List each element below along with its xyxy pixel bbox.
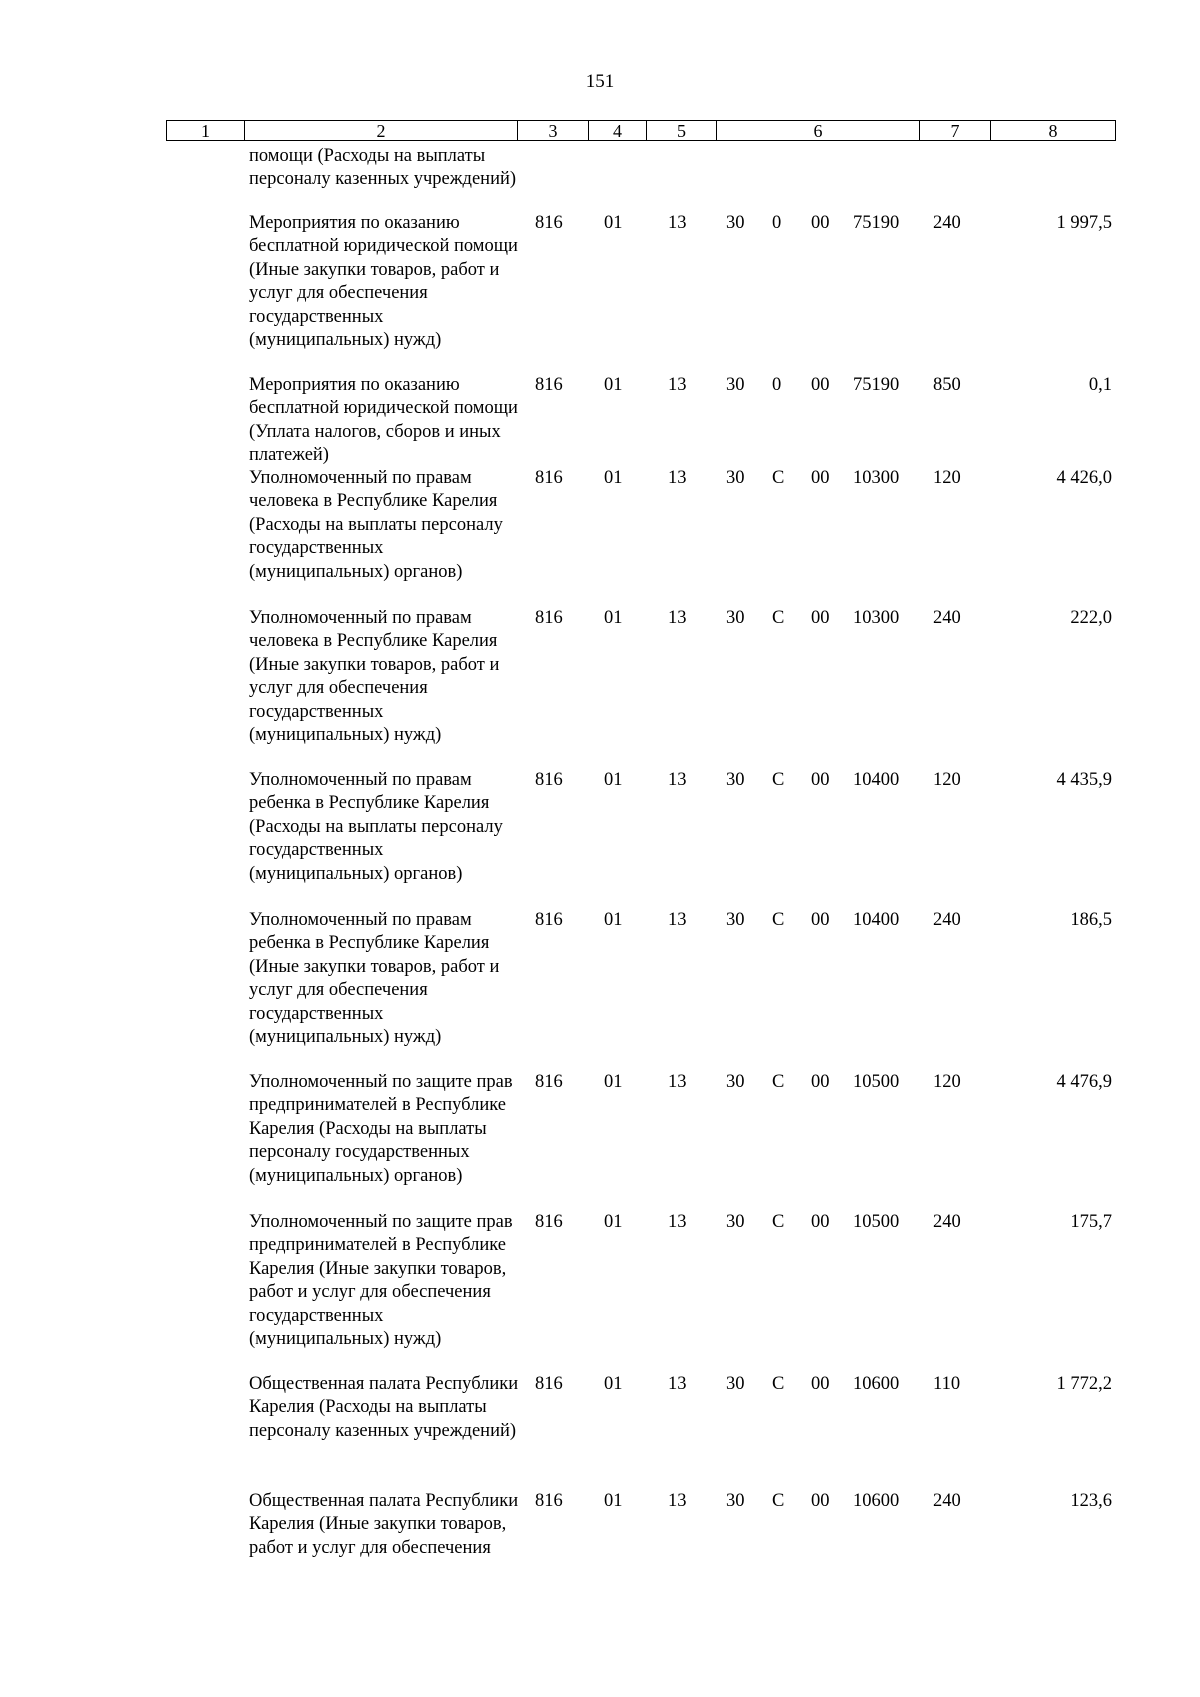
cell-rz: 01 bbox=[604, 1374, 623, 1394]
row-description: Уполномоченный по защите прав предпринимателей в Республике Карелия (Расходы на выплаты персоналу государственных (муниципальных) органов) bbox=[249, 1072, 513, 1186]
cell-t3: 00 bbox=[811, 1491, 830, 1511]
cell-vr: 240 bbox=[933, 213, 961, 233]
cell-pr: 13 bbox=[668, 468, 687, 488]
row-description: Уполномоченный по защите прав предпринимателей в Республике Карелия (Иные закупки товаров, работ и услуг для обеспечения государственных (муниципальных) нужд) bbox=[249, 1212, 513, 1350]
cell-t3: 00 bbox=[811, 213, 830, 233]
cell-t1: 30 bbox=[726, 1491, 745, 1511]
header-col-8: 8 bbox=[990, 121, 1115, 140]
cell-pr: 13 bbox=[668, 1374, 687, 1394]
cell-t4: 75190 bbox=[853, 375, 900, 395]
cell-t3: 00 bbox=[811, 1072, 830, 1092]
cell-t3: 00 bbox=[811, 770, 830, 790]
cell-sum: 0,1 bbox=[1088, 375, 1112, 395]
header-col-4: 4 bbox=[588, 121, 646, 140]
cell-grbs: 816 bbox=[535, 468, 563, 488]
cell-t3: 00 bbox=[811, 1374, 830, 1394]
cell-pr: 13 bbox=[668, 608, 687, 628]
cell-grbs: 816 bbox=[535, 1212, 563, 1232]
cell-rz: 01 bbox=[604, 1212, 623, 1232]
cell-t3: 00 bbox=[811, 608, 830, 628]
cell-pr: 13 bbox=[668, 770, 687, 790]
header-col-7: 7 bbox=[919, 121, 990, 140]
cell-t4: 10600 bbox=[853, 1491, 900, 1511]
cell-t4: 10500 bbox=[853, 1212, 900, 1232]
cell-rz: 01 bbox=[604, 910, 623, 930]
cell-t3: 00 bbox=[811, 375, 830, 395]
cell-sum: 222,0 bbox=[1070, 608, 1112, 628]
cell-t4: 10400 bbox=[853, 770, 900, 790]
cell-t2: С bbox=[772, 910, 785, 930]
cell-grbs: 816 bbox=[535, 1072, 563, 1092]
cell-t2: С bbox=[772, 770, 785, 790]
cell-rz: 01 bbox=[604, 608, 623, 628]
header-col-3: 3 bbox=[517, 121, 588, 140]
page-number: 151 bbox=[585, 71, 615, 92]
cell-rz: 01 bbox=[604, 770, 623, 790]
cell-t4: 10400 bbox=[853, 910, 900, 930]
cell-vr: 240 bbox=[933, 910, 961, 930]
cell-pr: 13 bbox=[668, 213, 687, 233]
cell-t2: С bbox=[772, 468, 785, 488]
cell-sum: 1 997,5 bbox=[1056, 213, 1112, 233]
cell-t3: 00 bbox=[811, 910, 830, 930]
cell-rz: 01 bbox=[604, 468, 623, 488]
cell-grbs: 816 bbox=[535, 770, 563, 790]
row-description: Уполномоченный по правам человека в Республике Карелия (Расходы на выплаты персоналу государственных (муниципальных) органов) bbox=[249, 468, 503, 582]
cell-vr: 120 bbox=[933, 770, 961, 790]
cell-vr: 120 bbox=[933, 1072, 961, 1092]
cell-t1: 30 bbox=[726, 608, 745, 628]
cell-pr: 13 bbox=[668, 910, 687, 930]
header-col-6: 6 bbox=[716, 121, 919, 140]
cell-sum: 1 772,2 bbox=[1056, 1374, 1112, 1394]
cell-t4: 10300 bbox=[853, 608, 900, 628]
cell-pr: 13 bbox=[668, 1072, 687, 1092]
cell-vr: 240 bbox=[933, 1212, 961, 1232]
cell-sum: 4 476,9 bbox=[1056, 1072, 1112, 1092]
cell-rz: 01 bbox=[604, 375, 623, 395]
header-col-1: 1 bbox=[201, 121, 210, 141]
cell-t2: С bbox=[772, 1491, 785, 1511]
row-description: Мероприятия по оказанию бесплатной юридической помощи (Иные закупки товаров, работ и услуг для обеспечения государственных (муниципальных) нужд) bbox=[249, 213, 518, 351]
cell-sum: 186,5 bbox=[1070, 910, 1112, 930]
row-description: Мероприятия по оказанию бесплатной юридической помощи (Уплата налогов, сборов и иных платежей) bbox=[249, 375, 518, 466]
cell-t3: 00 bbox=[811, 1212, 830, 1232]
cell-rz: 01 bbox=[604, 213, 623, 233]
row-description: Общественная палата Республики Карелия (Иные закупки товаров, работ и услуг для обеспечения bbox=[249, 1491, 519, 1558]
cell-t2: С bbox=[772, 1374, 785, 1394]
cell-t2: С bbox=[772, 1072, 785, 1092]
cell-t2: С bbox=[772, 1212, 785, 1232]
cell-t3: 00 bbox=[811, 468, 830, 488]
cell-t4: 10600 bbox=[853, 1374, 900, 1394]
cell-vr: 110 bbox=[933, 1374, 961, 1394]
cell-t4: 75190 bbox=[853, 213, 900, 233]
cell-vr: 120 bbox=[933, 468, 961, 488]
cell-grbs: 816 bbox=[535, 910, 563, 930]
cell-t1: 30 bbox=[726, 468, 745, 488]
cell-sum: 123,6 bbox=[1070, 1491, 1112, 1511]
cell-pr: 13 bbox=[668, 375, 687, 395]
cell-grbs: 816 bbox=[535, 213, 563, 233]
table-header-row bbox=[166, 120, 1116, 141]
cell-t1: 30 bbox=[726, 375, 745, 395]
cell-t4: 10300 bbox=[853, 468, 900, 488]
row-description: Общественная палата Республики Карелия (Расходы на выплаты персоналу казенных учреждений) bbox=[249, 1374, 519, 1441]
cell-sum: 4 435,9 bbox=[1056, 770, 1112, 790]
cell-vr: 240 bbox=[933, 608, 961, 628]
cell-grbs: 816 bbox=[535, 1374, 563, 1394]
cell-t4: 10500 bbox=[853, 1072, 900, 1092]
header-col-5: 5 bbox=[646, 121, 716, 140]
cell-t2: 0 bbox=[772, 375, 782, 395]
cell-t1: 30 bbox=[726, 1212, 745, 1232]
cell-vr: 850 bbox=[933, 375, 961, 395]
cell-pr: 13 bbox=[668, 1212, 687, 1232]
cell-sum: 4 426,0 bbox=[1056, 468, 1112, 488]
cell-t2: С bbox=[772, 608, 785, 628]
cell-t1: 30 bbox=[726, 1072, 745, 1092]
cell-rz: 01 bbox=[604, 1072, 623, 1092]
cell-t2: 0 bbox=[772, 213, 782, 233]
row-description: Уполномоченный по правам ребенка в Республике Карелия (Расходы на выплаты персоналу государственных (муниципальных) органов) bbox=[249, 770, 503, 884]
cell-sum: 175,7 bbox=[1070, 1212, 1112, 1232]
cell-t1: 30 bbox=[726, 213, 745, 233]
cell-vr: 240 bbox=[933, 1491, 961, 1511]
cell-grbs: 816 bbox=[535, 1491, 563, 1511]
cell-t1: 30 bbox=[726, 770, 745, 790]
cell-t1: 30 bbox=[726, 1374, 745, 1394]
row-description: Уполномоченный по правам человека в Республике Карелия (Иные закупки товаров, работ и услуг для обеспечения государственных (муниципальных) нужд) bbox=[249, 608, 500, 746]
cell-pr: 13 bbox=[668, 1491, 687, 1511]
cell-grbs: 816 bbox=[535, 608, 563, 628]
row-description: Уполномоченный по правам ребенка в Республике Карелия (Иные закупки товаров, работ и услуг для обеспечения государственных (муниципальных) нужд) bbox=[249, 910, 500, 1048]
cell-rz: 01 bbox=[604, 1491, 623, 1511]
continuation-text: помощи (Расходы на выплаты персоналу казенных учреждений) bbox=[249, 146, 517, 190]
cell-grbs: 816 bbox=[535, 375, 563, 395]
cell-t1: 30 bbox=[726, 910, 745, 930]
header-col-2: 2 bbox=[244, 121, 517, 140]
